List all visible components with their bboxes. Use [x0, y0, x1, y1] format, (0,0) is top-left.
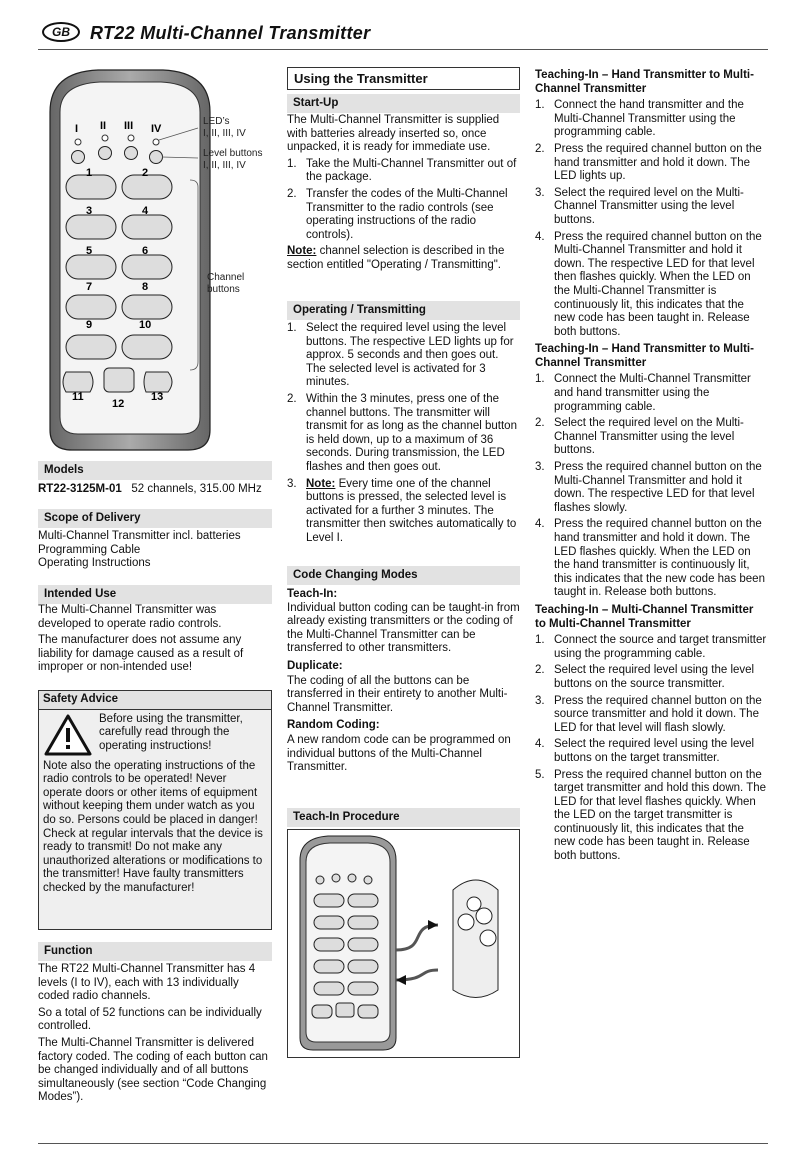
led-4	[153, 139, 159, 145]
safety-heading: Safety Advice	[39, 691, 271, 710]
models-line	[38, 483, 272, 497]
list-item: 2. Press the required channel button on the hand transmitter and hold it down. The LED lights up.	[535, 142, 762, 183]
using-title: Using the Transmitter	[287, 67, 520, 90]
list-item: 1. Connect the source and target transmitter using the programming cable.	[535, 634, 767, 660]
code-modes-heading: Code Changing Modes	[287, 566, 520, 585]
led-3	[128, 135, 134, 141]
button-number: 8	[142, 281, 149, 293]
button-number: 4	[142, 205, 149, 217]
duplicate-label: Duplicate:	[287, 659, 343, 672]
list-item: 2. Select the required level on the Multi-Channel Transmitter using the level buttons.	[535, 417, 744, 457]
list-item: 2. Transfer the codes of the Multi-Channel Transmitter to the radio controls (see operating instructions of the radio controls).	[287, 187, 508, 241]
level-button-3	[125, 147, 138, 160]
button-number: 10	[139, 319, 152, 331]
annot-level-buttons: Level buttons I, II, III, IV	[203, 148, 263, 171]
level-button-1	[72, 151, 85, 164]
teachin-heading-3: Teaching-In – Multi-Channel Transmitter to Multi-Channel Transmitter	[535, 603, 754, 630]
startup-body	[287, 114, 520, 276]
intended-p1: The Multi-Channel Transmitter was developed to operate radio controls.	[38, 604, 222, 630]
button-number: 6	[142, 245, 149, 257]
operating-heading: Operating / Transmitting	[287, 301, 520, 320]
button-number: 1	[86, 167, 93, 179]
function-body	[38, 963, 272, 1108]
warning-icon	[43, 713, 93, 757]
list-item: 4. Press the required channel button on the hand transmitter and hold it down. The LED flashes quickly. When the LED on the hand transmitter is continuously lit, this indicates that the new code has been taught in. Release both buttons.	[535, 518, 765, 599]
model-desc: 52 channels, 315.00 MHz	[131, 483, 262, 495]
function-p3: The Multi-Channel Transmitter is delivered factory coded. The coding of each button can be changed individually and of all buttons simultaneously (see section “Code Changing Modes”).	[38, 1036, 268, 1104]
page-title: RT22 Multi-Channel Transmitter	[90, 23, 371, 43]
scope-item: Programming Cable	[38, 543, 141, 556]
operating-body	[287, 322, 520, 549]
level-label: IV	[151, 123, 162, 135]
teach-proc-heading: Teach-In Procedure	[287, 808, 520, 827]
footer-rule	[38, 1143, 768, 1144]
scope-list	[38, 530, 272, 571]
scope-item: Multi-Channel Transmitter incl. batteries	[38, 530, 241, 542]
safety-body: Note also the operating instructions of the radio controls to be operated! Never operate doors or other items of equipment without keeping them under watch as you do so. Persons could be placed in danger! Check at regular intervals that the device is ready to transmit! Do not make any unauthorized alterations or modifications to the transmitter! Have faulty transmitters checked by the manufacturer!	[43, 759, 263, 894]
scope-item: Operating Instructions	[38, 557, 151, 570]
button-number: 11	[72, 391, 84, 403]
list-item: 4. Press the required channel button on the Multi-Channel Transmitter and hold it down. The respective LED for that level then flashes quickly. When the LED on the Multi-Channel Transmitter is continuously lit, this indicates that the new code has been taught in. Release both buttons.	[535, 230, 762, 338]
models-heading: Models	[38, 461, 272, 480]
level-label: I	[75, 123, 79, 135]
annot-leds: LED’s I, II, III, IV	[203, 116, 246, 139]
channel-button-7	[66, 295, 116, 319]
channel-button-9	[66, 335, 116, 359]
list-item: 1. Select the required level using the level buttons. The respective LED lights up for approx. 5 seconds and then goes out. The selected level is activated for 3 minutes.	[287, 322, 514, 389]
function-heading: Function	[38, 942, 272, 961]
teachin-heading-1: Teaching-In – Hand Transmitter to Multi-Channel Transmitter	[535, 69, 754, 95]
list-item: 2. Within the 3 minutes, press one of the channel buttons. The transmitter will transmit for as long as the channel button is held down, up to a maximum of 36 seconds. During transmission, the LED flashes and then goes out.	[287, 392, 517, 473]
button-number: 9	[86, 319, 93, 331]
list-item: 4. Select the required level using the level buttons on the target transmitter.	[535, 738, 755, 764]
list-item: 1. Connect the hand transmitter and the Multi-Channel Transmitter using the programming cable.	[535, 99, 744, 139]
led-2	[102, 135, 108, 141]
safety-warning: Before using the transmitter, carefully read through the operating instructions!	[99, 712, 243, 752]
teachin-text: Individual button coding can be taught-in from already existing transmitters or the coding of the Multi-Channel Transmitter can be transferred to other transmitters.	[287, 601, 520, 655]
button-number: 7	[86, 281, 93, 293]
model-number: RT22-3125M-01	[38, 483, 122, 495]
function-p1: The RT22 Multi-Channel Transmitter has 4 levels (I to IV), each with 13 individually coded radio channels.	[38, 963, 256, 1003]
list-item: 1. Take the Multi-Channel Transmitter out of the package.	[287, 157, 517, 184]
scope-heading: Scope of Delivery	[38, 509, 272, 528]
list-item: 3. Press the required channel button on the Multi-Channel Transmitter and hold it down. The respective LED for that level flashes slowly.	[535, 461, 762, 514]
intended-body	[38, 604, 272, 678]
channel-button-10	[122, 335, 172, 359]
duplicate-text: The coding of all the buttons can be transferred in their entirety to another Multi-Channel Transmitter.	[287, 674, 508, 714]
startup-heading: Start-Up	[287, 94, 520, 113]
channel-button-13	[144, 372, 172, 392]
button-number: 12	[112, 398, 125, 410]
language-badge: GB	[42, 22, 80, 42]
function-p2: So a total of 52 functions can be individually controlled.	[38, 1006, 262, 1033]
teach-proc-figure	[287, 829, 520, 1058]
level-label: III	[124, 120, 134, 132]
channel-button-12	[104, 368, 134, 392]
teachin-heading-2: Teaching-In – Hand Transmitter to Multi-Channel Transmitter	[535, 343, 754, 369]
annot-channel-buttons: Channel buttons	[207, 272, 245, 295]
list-item: 3. Note: Every time one of the channel buttons is pressed, the selected level is activated for a further 3 minutes. The transmitter then switches automatically to Level I.	[287, 477, 517, 544]
channel-button-6	[122, 255, 172, 279]
channel-button-11	[63, 372, 93, 392]
right-column	[535, 69, 767, 867]
level-button-4	[150, 151, 163, 164]
random-label: Random Coding:	[287, 719, 380, 732]
list-item: 3. Press the required channel button on the source transmitter and hold it down. The LED for that level will flash slowly.	[535, 694, 762, 734]
channel-button-5	[66, 255, 116, 279]
level-label: II	[100, 120, 107, 132]
intended-heading: Intended Use	[38, 585, 272, 604]
list-item: 1. Connect the Multi-Channel Transmitter and hand transmitter using the programming cable.	[535, 373, 751, 413]
button-number: 13	[151, 391, 164, 403]
channel-button-8	[122, 295, 172, 319]
code-modes-body	[287, 588, 520, 778]
header-rule	[38, 49, 768, 50]
list-item: 5. Press the required channel button on the target transmitter and hold this down. The LED for that level flashes quickly. When the LED on the target transmitter is continuously lit, this indicates that the new code has been taught in. Release both buttons.	[535, 768, 767, 863]
startup-note: Note: channel selection is described in the section entitled "Operating / Transmitting".	[287, 245, 505, 271]
safety-box	[38, 690, 272, 930]
channel-button-4	[122, 215, 172, 239]
button-number: 3	[86, 205, 93, 217]
list-item: 2. Select the required level using the level buttons on the source transmitter.	[535, 664, 755, 690]
teach-in-illustration	[288, 830, 519, 1057]
list-item: 3. Select the required level on the Multi-Channel Transmitter using the level buttons.	[535, 186, 744, 226]
button-number: 5	[86, 245, 93, 257]
level-button-2	[99, 147, 112, 160]
channel-button-3	[66, 215, 116, 239]
button-number: 2	[142, 167, 149, 179]
random-text: A new random code can be programmed on individual buttons of the Multi-Channel Transmitter.	[287, 733, 511, 774]
led-1	[75, 139, 81, 145]
teachin-label: Teach-In:	[287, 588, 338, 600]
intended-p2: The manufacturer does not assume any liability for damage caused as a result of improper or non-intended use!	[38, 634, 244, 674]
startup-text: The Multi-Channel Transmitter is supplied with batteries already inserted so, once unpacked, it is ready for immediate use.	[287, 114, 500, 154]
